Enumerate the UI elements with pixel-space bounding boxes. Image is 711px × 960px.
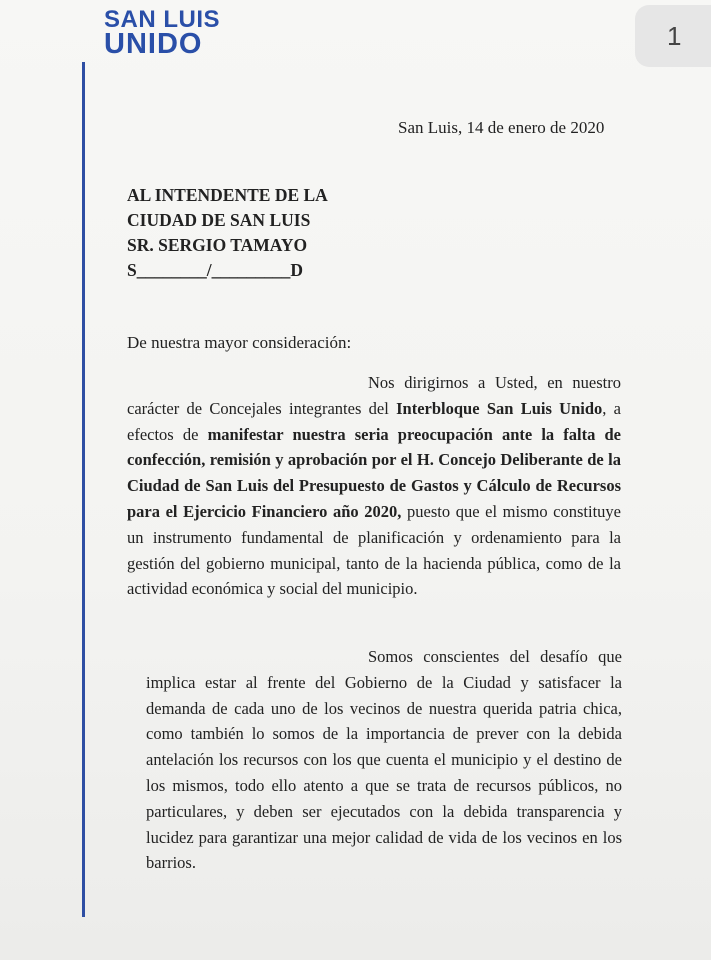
p1-text-2: , a efectos de [127, 398, 622, 444]
logo-line-1: SAN LUIS [104, 6, 221, 33]
logo-line-2: UNIDO [104, 28, 203, 60]
p1-bold-1: Interbloque San Luis Unido [396, 398, 603, 418]
paragraph-2: Somos conscientes del desafío que implica estar al frente del Gobierno de la Ciudad y satisfacer la demanda de cada uno de los vecinos de nuestra querida patria chica, como también lo somos de la importancia de prever con la debida antelación los recursos con los que cuenta el municipio y el destino de los mismos, todo ello atento a que se trata de recursos públicos, no particulares, y deben ser ejecutados con la debida transparencia y lucidez para garantizar una mejor calidad de vida de los vecinos en los barrios. [146, 647, 622, 873]
paragraph-1 [127, 370, 621, 602]
greeting: De nuestra mayor consideración: [127, 333, 352, 352]
page-number-badge [635, 5, 711, 67]
addressee-block [127, 183, 328, 283]
margin-line [82, 62, 85, 917]
addressee-line: AL INTENDENTE DE LA [127, 185, 328, 205]
addressee-line: SR. SERGIO TAMAYO [127, 235, 308, 255]
letter-date: San Luis, 14 de enero de 2020 [398, 118, 605, 137]
addressee-line: S________/_________D [127, 260, 303, 280]
p1-bold-2: manifestar nuestra seria preocupación ante la falta de confección, remisión y aprobación por el H. Concejo Deliberante de la Ciudad de San Luis del Presupuesto de Gastos y Cálculo de Recursos para el Ejercicio Financiero año 2020, [127, 424, 621, 521]
p1-text-1: Nos dirigirnos a Usted, en nuestro carácter de Concejales integrantes del [127, 373, 621, 418]
p1-text-3: puesto que el mismo constituye un instrumento fundamental de planificación y ordenamiento para la gestión del gobierno municipal, tanto de la hacienda pública, como de la actividad económica y social del municipio. [127, 501, 621, 599]
addressee-line: CIUDAD DE SAN LUIS [127, 210, 311, 230]
san-luis-unido-logo [104, 8, 220, 59]
page-number: 1 [667, 21, 682, 51]
